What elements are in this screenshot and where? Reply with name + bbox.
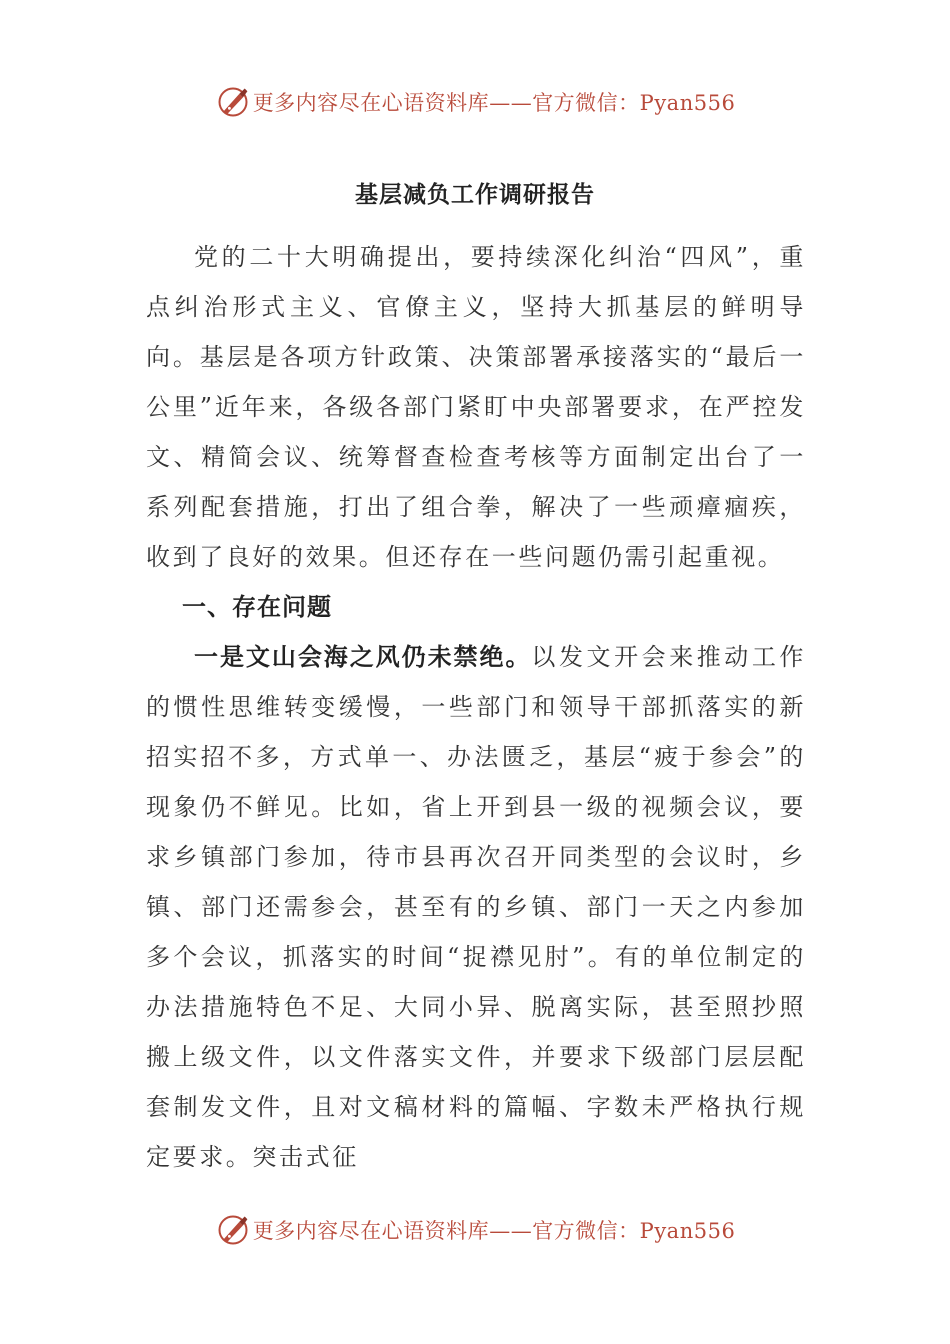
watermark-prefix: 更多内容尽在心语资料库: [252, 1219, 490, 1243]
intro-paragraph: 党的二十大明确提出，要持续深化纠治“四风”，重点纠治形式主义、官僚主义，坚持大抓基层的鲜明导向。基层是各项方针政策、决策部署承接落实的“最后一公里”近年来，各级各部门紧盯中央部署要求，在严控发文、精简会议、统筹督查检查考核等方面制定出台了一系列配套措施，打出了组合拳，解决了一些顽瘴痼疾，收到了良好的效果。但还存在一些问题仍需引起重视。: [146, 243, 806, 571]
pen-nib-logo-icon: [215, 1212, 251, 1248]
document-body: [146, 232, 806, 1182]
watermark-dash: ——: [489, 91, 533, 115]
watermark-header: [0, 82, 950, 122]
watermark-contact: 官方微信：Pyan556: [532, 91, 736, 115]
pen-nib-logo-icon: [215, 84, 251, 120]
watermark-prefix: 更多内容尽在心语资料库: [252, 91, 490, 115]
watermark-footer: [0, 1210, 950, 1250]
point-one-lead: 一是文山会海之风仍未禁绝。: [194, 643, 532, 671]
watermark-text: [253, 87, 736, 117]
document-title: 基层减负工作调研报告: [355, 182, 595, 208]
point-one-paragraph: [146, 632, 806, 1182]
watermark-contact: 官方微信：Pyan556: [532, 1219, 736, 1243]
watermark-dash: ——: [489, 1219, 533, 1243]
watermark-text: [253, 1215, 736, 1245]
section-heading: 一、存在问题: [182, 593, 332, 621]
point-one-body: 以发文开会来推动工作的惯性思维转变缓慢，一些部门和领导干部抓落实的新招实招不多，方式单一、办法匮乏，基层“疲于参会”的现象仍不鲜见。比如，省上开到县一级的视频会议，要求乡镇部门参加，待市县再次召开同类型的会议时，乡镇、部门还需参会，甚至有的乡镇、部门一天之内参加多个会议，抓落实的时间“捉襟见肘”。有的单位制定的办法措施特色不足、大同小异、脱离实际，甚至照抄照搬上级文件，以文件落实文件，并要求下级部门层层配套制发文件，且对文稿材料的篇幅、字数未严格执行规定要求。突击式征: [146, 643, 807, 1171]
